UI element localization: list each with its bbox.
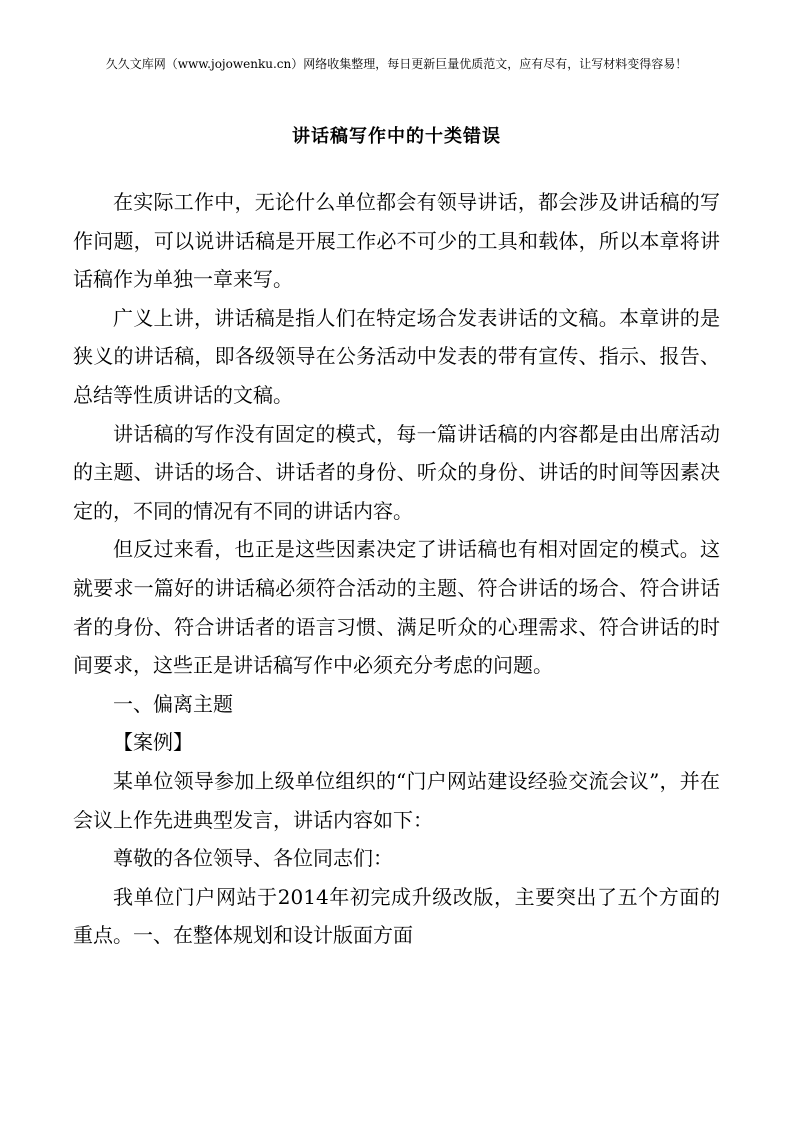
paragraph-requirements: 但反过来看，也正是这些因素决定了讲话稿也有相对固定的模式。这就要求一篇好的讲话稿必须符合活动的主题、符合讲话的场合、符合讲话者的身份、符合讲话者的语言习惯、满足听众的心理需求、符合讲话的时间要求，这些正是讲话稿写作中必须充分考虑的问题。 — [73, 537, 720, 678]
section-heading-off-topic: 一、偏离主题 — [113, 691, 233, 716]
paragraph-case-intro: 某单位领导参加上级单位组织的“门户网站建设经验交流会议”，并在会议上作先进典型发言，讲话内容如下： — [73, 768, 720, 832]
document-body — [73, 183, 720, 955]
header-note: 久久文库网（www.jojowenku.cn）网络收集整理，每日更新巨量优质范文，应有尽有，让写材料变得容易！ — [105, 57, 688, 71]
document-title: 讲话稿写作中的十类错误 — [292, 126, 501, 147]
paragraph-intro: 在实际工作中，无论什么单位都会有领导讲话，都会涉及讲话稿的写作问题，可以说讲话稿是开展工作必不可少的工具和载体，所以本章将讲话稿作为单独一章来写。 — [73, 190, 720, 292]
paragraph-speech-content: 我单位门户网站于2014年初完成升级改版，主要突出了五个方面的重点。一、在整体规划和设计版面方面 — [73, 884, 720, 948]
paragraph-definition: 广义上讲，讲话稿是指人们在特定场合发表讲话的文稿。本章讲的是狭义的讲话稿，即各级领导在公务活动中发表的带有宣传、指示、报告、总结等性质讲话的文稿。 — [73, 305, 720, 407]
case-label: 【案例】 — [113, 730, 193, 755]
paragraph-salutation: 尊敬的各位领导、各位同志们： — [113, 846, 393, 871]
paragraph-no-fixed-pattern: 讲话稿的写作没有固定的模式，每一篇讲话稿的内容都是由出席活动的主题、讲话的场合、讲话者的身份、听众的身份、讲话的时间等因素决定的，不同的情况有不同的讲话内容。 — [73, 421, 720, 523]
